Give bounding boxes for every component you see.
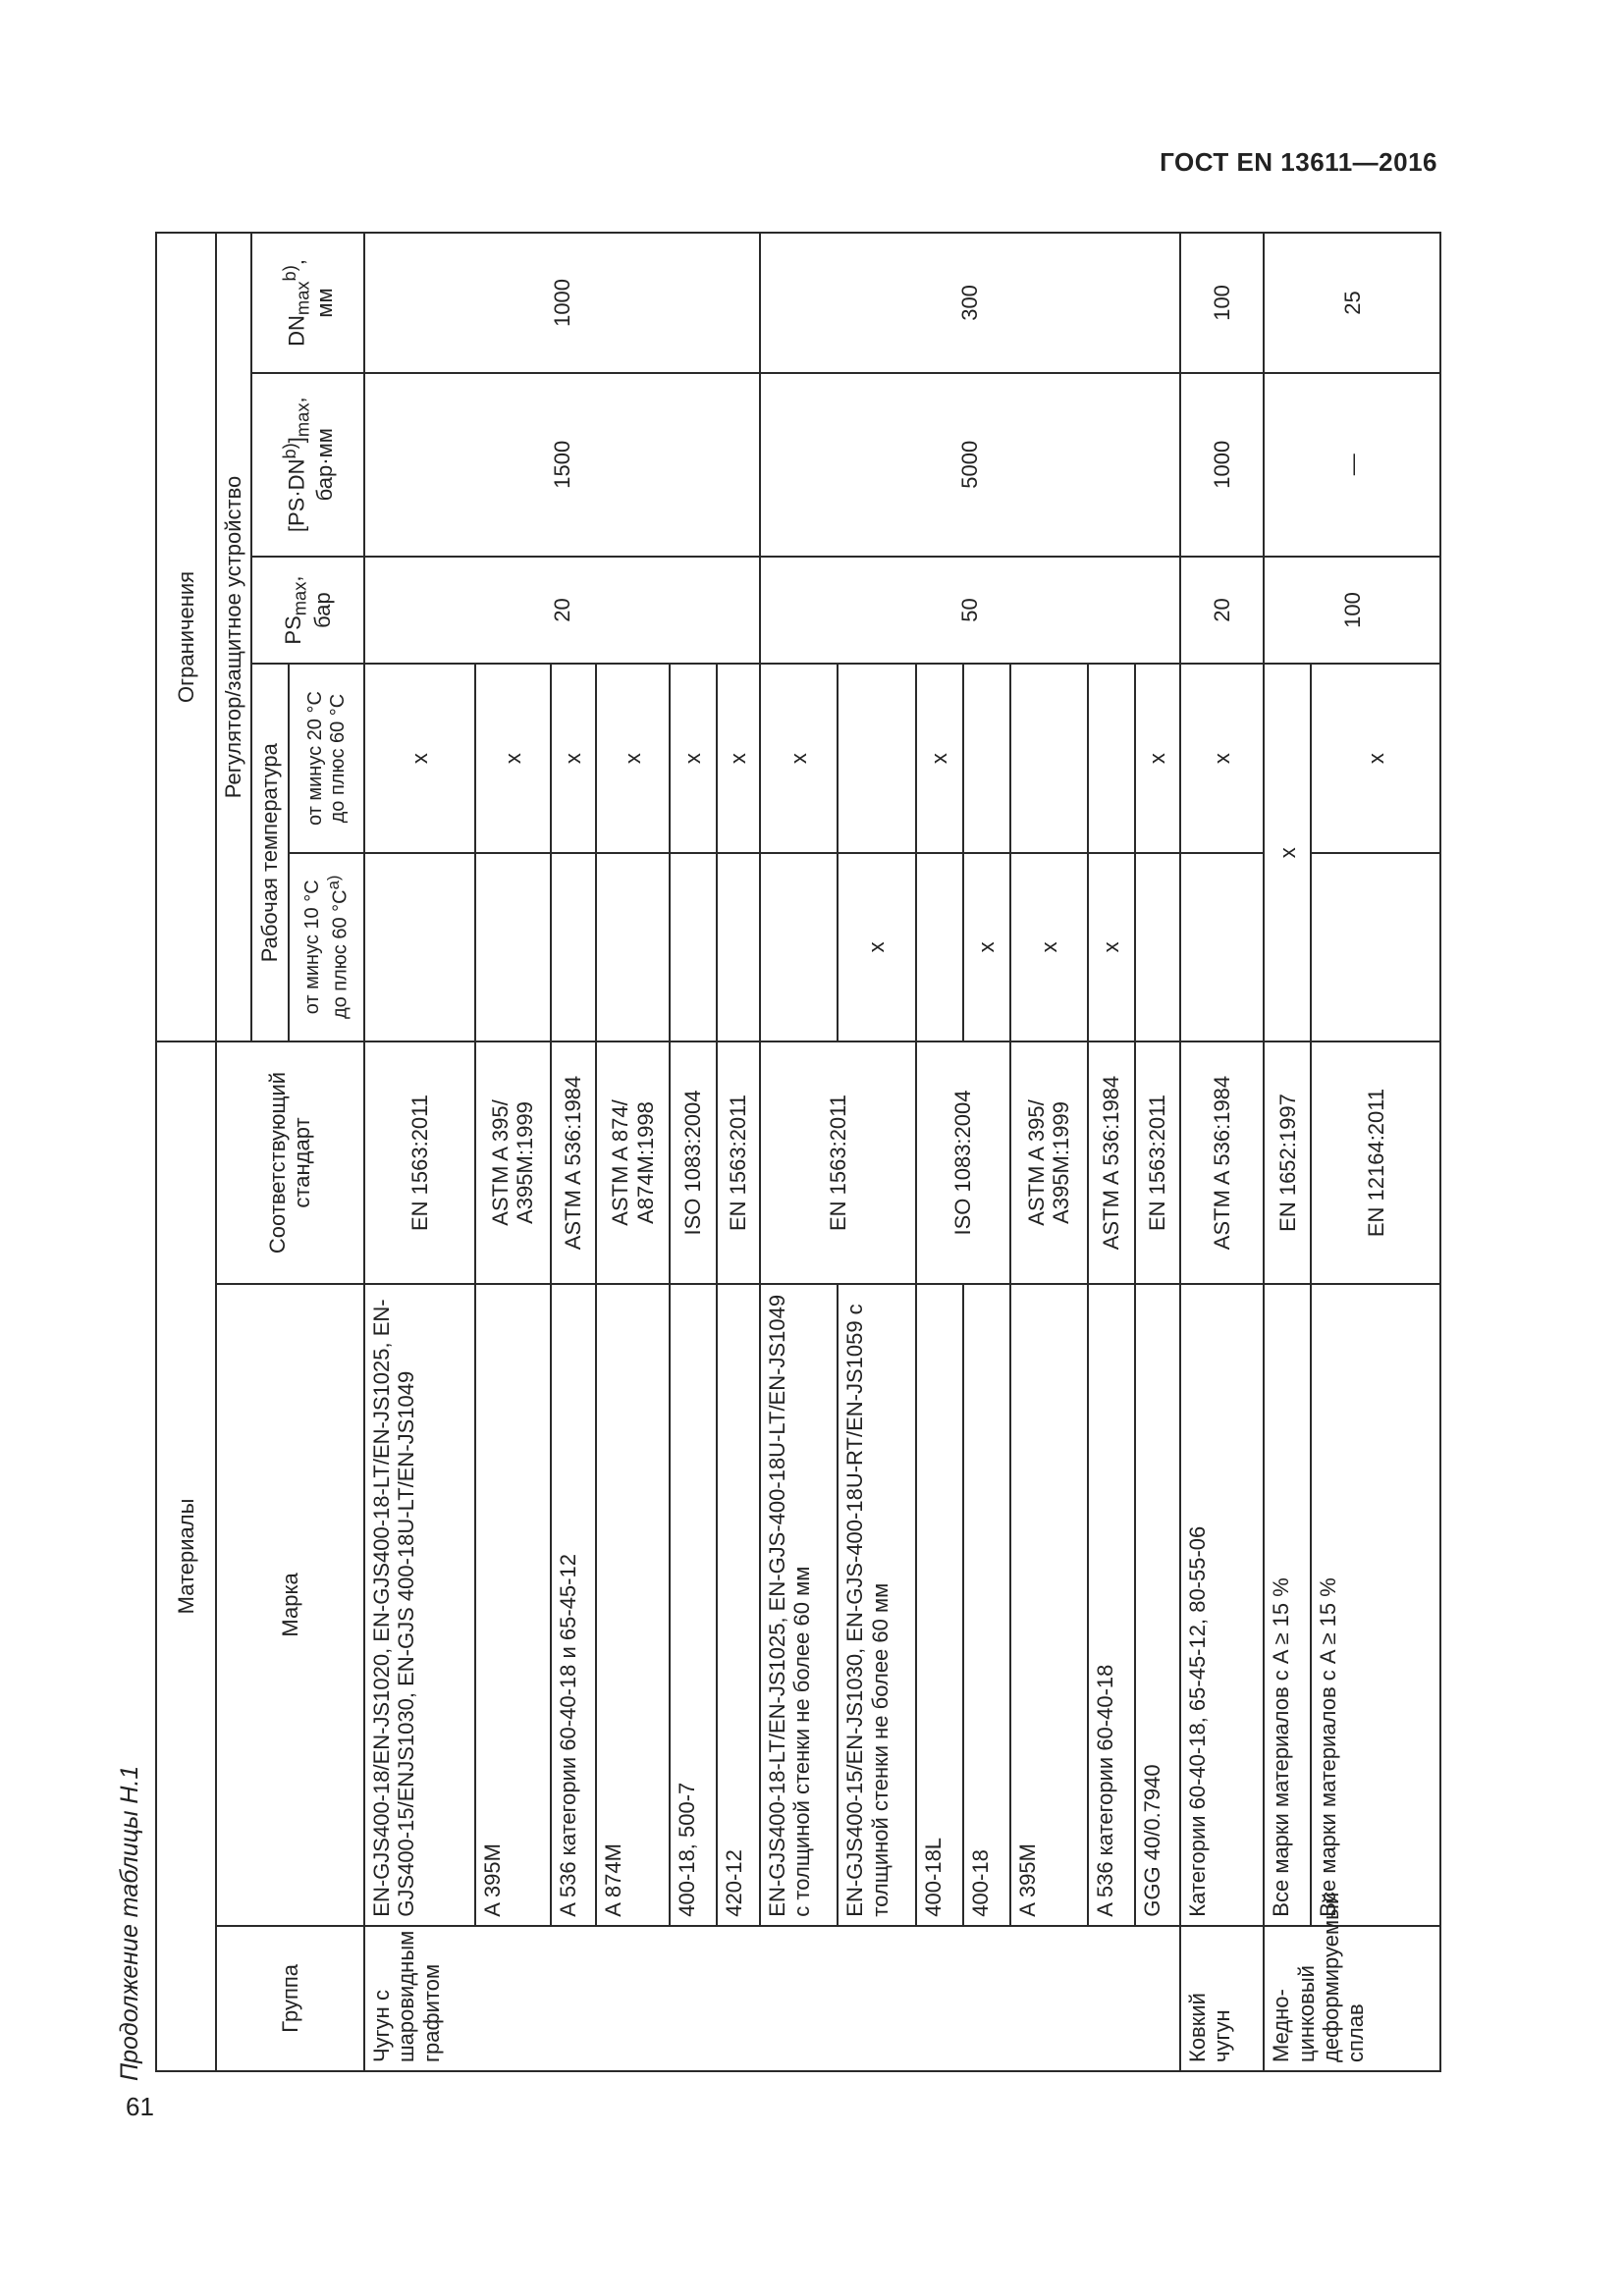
standard-cell: EN 1563:2011: [364, 1041, 475, 1284]
temp-merged-cell: x: [1264, 664, 1311, 1041]
temp2-cell: x: [916, 664, 963, 852]
temp1-cell: [364, 853, 475, 1041]
standard-cell: ASTM A 395/ A395M:1999: [475, 1041, 551, 1284]
header-materials: Материалы: [156, 1041, 216, 2071]
header-limits: Ограничения: [156, 233, 216, 1041]
dn-max-cell: 300: [760, 233, 1180, 373]
header-work-temp: Рабочая температура: [251, 664, 289, 1041]
temp1-cell: [1135, 853, 1180, 1041]
temp1-cell: [596, 853, 670, 1041]
dn-max-cell: 1000: [364, 233, 760, 373]
header-standard: Соответствующий стандарт: [216, 1041, 365, 1284]
page-number: 61: [126, 2092, 154, 2121]
header-ps-max: $PS_{max}$, бар: [251, 557, 364, 665]
table-row: [1180, 233, 1265, 2071]
grade-cell: EN-GJS400-18/EN-JS1020, EN-GJS400-18-LT/EN-JS1025, EN-GJS400-15/ENJS1030, EN-GJS 400-18U-LT/EN-JS1049: [364, 1284, 475, 1926]
temp2-cell: x: [717, 664, 760, 852]
temp2-cell: x: [1311, 664, 1440, 852]
header-temp-range-2: от минус 20 °C до плюс 60 °C: [289, 664, 364, 852]
temp1-cell: x: [963, 853, 1010, 1041]
grade-cell: 420-12: [717, 1284, 760, 1926]
standard-cell: EN 12164:2011: [1311, 1041, 1440, 1284]
standard-cell: EN 1563:2011: [717, 1041, 760, 1284]
group-ductile-iron: Чугун с шаровидным графитом: [364, 1926, 1180, 2071]
standard-cell: EN 1563:2011: [760, 1041, 916, 1284]
grade-cell: Все марки материалов с A ≥ 15 %: [1264, 1284, 1311, 1926]
temp1-cell: [760, 853, 838, 1041]
materials-limits-table: [155, 232, 1441, 2072]
standard-cell: ASTM A 536:1984: [1088, 1041, 1135, 1284]
temp2-cell: x: [551, 664, 596, 852]
temp2-cell: x: [1180, 664, 1265, 852]
header-regulator: Регулятор/защитное устройство: [216, 233, 252, 1041]
temp2-cell: x: [596, 664, 670, 852]
grade-cell: A 536 категории 60-40-18: [1088, 1284, 1135, 1926]
grade-cell: 400-18, 500-7: [670, 1284, 717, 1926]
temp2-cell: [963, 664, 1010, 852]
temp1-cell: [670, 853, 717, 1041]
psdn-max-cell: 1500: [364, 373, 760, 557]
grade-cell: A 874M: [596, 1284, 670, 1926]
temp1-cell: [551, 853, 596, 1041]
dn-max-cell: 25: [1264, 233, 1440, 373]
temp1-cell: [717, 853, 760, 1041]
psdn-max-cell: 5000: [760, 373, 1180, 557]
standard-cell: ASTM A 395/ A395M:1999: [1010, 1041, 1088, 1284]
standard-cell: EN 1563:2011: [1135, 1041, 1180, 1284]
grade-cell: A 395M: [1010, 1284, 1088, 1926]
header-psdn-max: $[PS\cdot DN^{b)}]_{max}$, бар·мм: [251, 373, 364, 557]
header-group: Группа: [216, 1926, 365, 2071]
grade-cell: A 395M: [475, 1284, 551, 1926]
table-row: [760, 233, 838, 2071]
standard-code: ГОСТ EN 13611—2016: [1160, 147, 1437, 177]
grade-cell: EN-GJS400-15/EN-JS1030, EN-GJS-400-18U-RT/EN-JS1059 с толщиной стенки не более 60 мм: [838, 1284, 915, 1926]
header-grade: Марка: [216, 1284, 365, 1926]
grade-cell: 400-18L: [916, 1284, 963, 1926]
temp2-cell: x: [670, 664, 717, 852]
ps-max-cell: 100: [1264, 557, 1440, 665]
grade-cell: 400-18: [963, 1284, 1010, 1926]
header-dn-max: $DN_{max}^{b)}$, мм: [251, 233, 364, 373]
group-copper-zinc-alloy: Медно-цинковый деформируемый сплав: [1264, 1926, 1440, 2071]
grade-cell: GGG 40/0.7940: [1135, 1284, 1180, 1926]
temp1-cell: x: [1010, 853, 1088, 1041]
standard-cell: ASTM A 536:1984: [1180, 1041, 1265, 1284]
table-row: [364, 233, 475, 2071]
grade-cell: Категории 60-40-18, 65-45-12, 80-55-06: [1180, 1284, 1265, 1926]
temp2-cell: x: [364, 664, 475, 852]
group-malleable-iron: Ковкий чугун: [1180, 1926, 1265, 2071]
ps-max-cell: 50: [760, 557, 1180, 665]
grade-cell: Все марки материалов с A ≥ 15 %: [1311, 1284, 1440, 1926]
psdn-max-cell: 1000: [1180, 373, 1265, 557]
header-temp-range-1: от минус 10 °C до плюс 60 $^\circ C^{a)}$: [289, 853, 364, 1041]
rotated-table-wrapper: [155, 232, 1441, 2072]
temp2-cell: x: [760, 664, 838, 852]
temp1-cell: [475, 853, 551, 1041]
ps-max-cell: 20: [1180, 557, 1265, 665]
standard-cell: EN 1652:1997: [1264, 1041, 1311, 1284]
temp1-cell: [916, 853, 963, 1041]
dn-max-cell: 100: [1180, 233, 1265, 373]
temp1-cell: [1311, 853, 1440, 1041]
temp2-cell: x: [1135, 664, 1180, 852]
temp1-cell: x: [838, 853, 915, 1041]
table-row: [1264, 233, 1311, 2071]
temp2-cell: x: [475, 664, 551, 852]
ps-max-cell: 20: [364, 557, 760, 665]
psdn-max-cell: —: [1264, 373, 1440, 557]
temp1-cell: x: [1088, 853, 1135, 1041]
standard-cell: ASTM A 874/ A874M:1998: [596, 1041, 670, 1284]
grade-cell: EN-GJS400-18-LT/EN-JS1025, EN-GJS-400-18U-LT/EN-JS1049 с толщиной стенки не более 60 мм: [760, 1284, 838, 1926]
temp2-cell: [1088, 664, 1135, 852]
standard-cell: ASTM A 536:1984: [551, 1041, 596, 1284]
table-caption: Продолжение таблицы Н.1: [116, 1765, 143, 2081]
temp1-cell: [1180, 853, 1265, 1041]
standard-cell: ISO 1083:2004: [670, 1041, 717, 1284]
grade-cell: A 536 категории 60-40-18 и 65-45-12: [551, 1284, 596, 1926]
temp2-cell: [1010, 664, 1088, 852]
standard-cell: ISO 1083:2004: [916, 1041, 1010, 1284]
temp2-cell: [838, 664, 915, 852]
